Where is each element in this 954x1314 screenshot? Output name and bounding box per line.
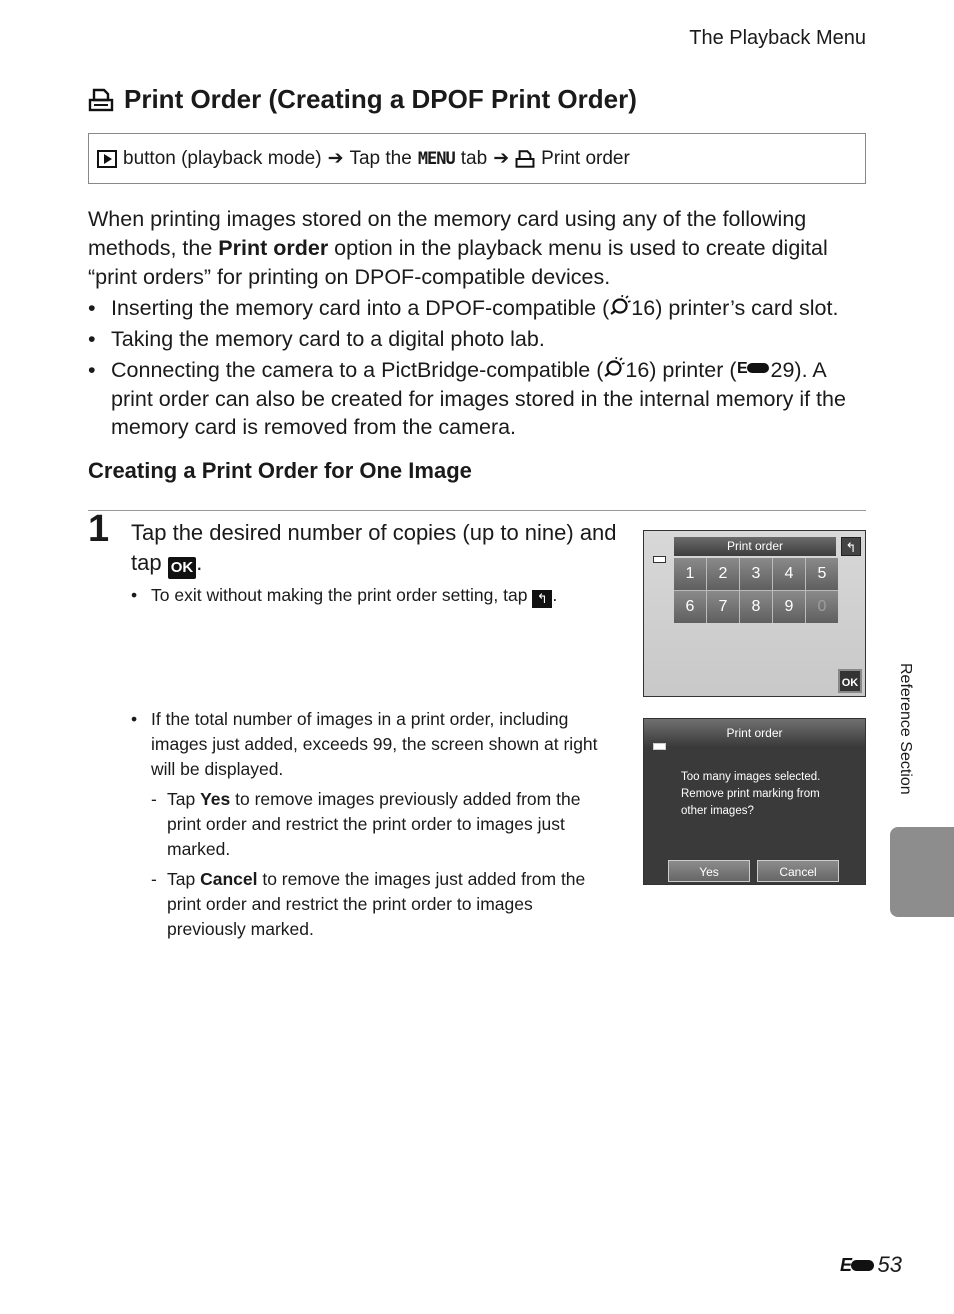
back-icon[interactable]: ↰ [841, 537, 861, 556]
step-text-end: . [196, 550, 203, 575]
dialog-line: other images? [681, 805, 754, 817]
list-item [88, 356, 868, 442]
list-item [88, 325, 868, 354]
key-8[interactable]: 8 [740, 591, 772, 623]
yes-button[interactable]: Yes [668, 860, 750, 882]
list-text: ) printer’s card slot. [655, 296, 839, 320]
page-number [840, 1252, 902, 1278]
list-text: Inserting the memory card into a DPOF-compatible ( [111, 296, 610, 320]
bullet-icon: • [131, 585, 138, 605]
nav-part-2: Tap the [349, 147, 412, 169]
list-ref: 16 [631, 296, 656, 320]
method-list [88, 294, 868, 444]
nav-part-1: button (playback mode) [123, 147, 322, 169]
list-ref: 29 [770, 358, 795, 382]
key-3[interactable]: 3 [740, 558, 772, 590]
list-text: Connecting the camera to a PictBridge-compatible ( [111, 358, 604, 382]
key-7[interactable]: 7 [707, 591, 739, 623]
note-bullet [131, 707, 611, 782]
nav-part-4: Print order [541, 147, 630, 169]
running-header: The Playback Menu [689, 27, 866, 49]
list-text: Taking the memory card to a digital photo lab. [111, 327, 545, 351]
battery-icon [653, 743, 666, 750]
key-6[interactable]: 6 [674, 591, 706, 623]
menu-glyph-icon: MENU [417, 148, 455, 169]
page-title-text: Print Order (Creating a DPOF Print Order) [124, 84, 637, 114]
divider [88, 510, 866, 511]
playback-button-icon [97, 150, 117, 168]
step-text: Tap the desired number of copies (up to nine) and tap [131, 520, 617, 575]
key-9[interactable]: 9 [773, 591, 805, 623]
side-label-text: Reference Section [897, 663, 914, 795]
key-5[interactable]: 5 [806, 558, 838, 590]
dialog-message [681, 769, 851, 820]
note-yes-b: to remove images previously added from the print order and restrict the print order to images just marked. [167, 789, 581, 859]
battery-icon [653, 556, 666, 563]
ok-button[interactable]: OK [838, 669, 862, 693]
side-section-label [868, 663, 948, 813]
back-icon: ↰ [532, 590, 552, 608]
camera-guide-icon [609, 295, 631, 315]
bullet-icon: • [131, 709, 138, 729]
page-title [88, 84, 637, 115]
section-subheading: Creating a Print Order for One Image [88, 458, 472, 483]
note-bullet-text: If the total number of images in a print order, including images just added, exceeds 99, the screen shown at right will be displayed. [151, 709, 598, 779]
camera-guide-icon [603, 357, 625, 377]
note-yes-bold: Yes [200, 789, 231, 809]
reference-e-icon [737, 359, 771, 377]
too-many-images-screen [643, 718, 866, 885]
intro-bold: Print order [218, 236, 329, 260]
dash-icon: - [151, 869, 157, 889]
note-yes-a: Tap [167, 789, 201, 809]
section-tab [890, 827, 954, 917]
svg-text:E: E [839, 1255, 852, 1275]
over-limit-note [131, 707, 611, 942]
note-cancel [131, 867, 611, 942]
note-yes [131, 787, 611, 862]
exit-note [131, 583, 641, 608]
key-0[interactable]: 0 [806, 591, 838, 623]
intro-text-a: When printing images stored on the memory card using any of the following methods, the [88, 207, 807, 260]
number-keypad [674, 558, 838, 623]
navigation-path [88, 133, 866, 184]
intro-text-b: option in the playback menu is used to create digital “print orders” for printing on DPOF-compatible devices. [88, 236, 828, 289]
intro-paragraph [88, 205, 868, 292]
print-order-keypad-screen [643, 530, 866, 697]
step-number: 1 [88, 508, 110, 550]
dash-icon: - [151, 789, 157, 809]
printer-icon [515, 149, 535, 169]
exit-note-text: To exit without making the print order setting, tap [151, 585, 528, 605]
list-item [88, 294, 868, 323]
note-cancel-b: to remove the images just added from the print order and restrict the print order to images previously marked. [167, 869, 586, 939]
arrow-icon: ➔ [493, 148, 510, 169]
dialog-line: Remove print marking from [681, 788, 820, 800]
page-number-text: 53 [877, 1252, 902, 1277]
screen-title: Print order [674, 537, 836, 556]
note-cancel-a: Tap [167, 869, 201, 889]
cancel-button[interactable]: Cancel [757, 860, 839, 882]
key-1[interactable]: 1 [674, 558, 706, 590]
note-cancel-bold: Cancel [200, 869, 258, 889]
screen-title: Print order [644, 719, 865, 747]
reference-e-icon [840, 1255, 876, 1275]
dialog-line: Too many images selected. [681, 771, 821, 783]
key-2[interactable]: 2 [707, 558, 739, 590]
list-ref: 16 [625, 358, 650, 382]
exit-note-end: . [552, 585, 558, 605]
svg-text:E: E [736, 360, 748, 377]
key-4[interactable]: 4 [773, 558, 805, 590]
ok-icon: OK [168, 557, 197, 579]
arrow-icon: ➔ [327, 148, 344, 169]
list-text: ). A print order can also be created for images stored in the internal memory if the memory card is removed from the camera. [111, 358, 846, 439]
step-instruction [131, 518, 621, 579]
list-text: ) printer ( [649, 358, 737, 382]
nav-part-3: tab [460, 147, 488, 169]
printer-icon [88, 87, 114, 113]
